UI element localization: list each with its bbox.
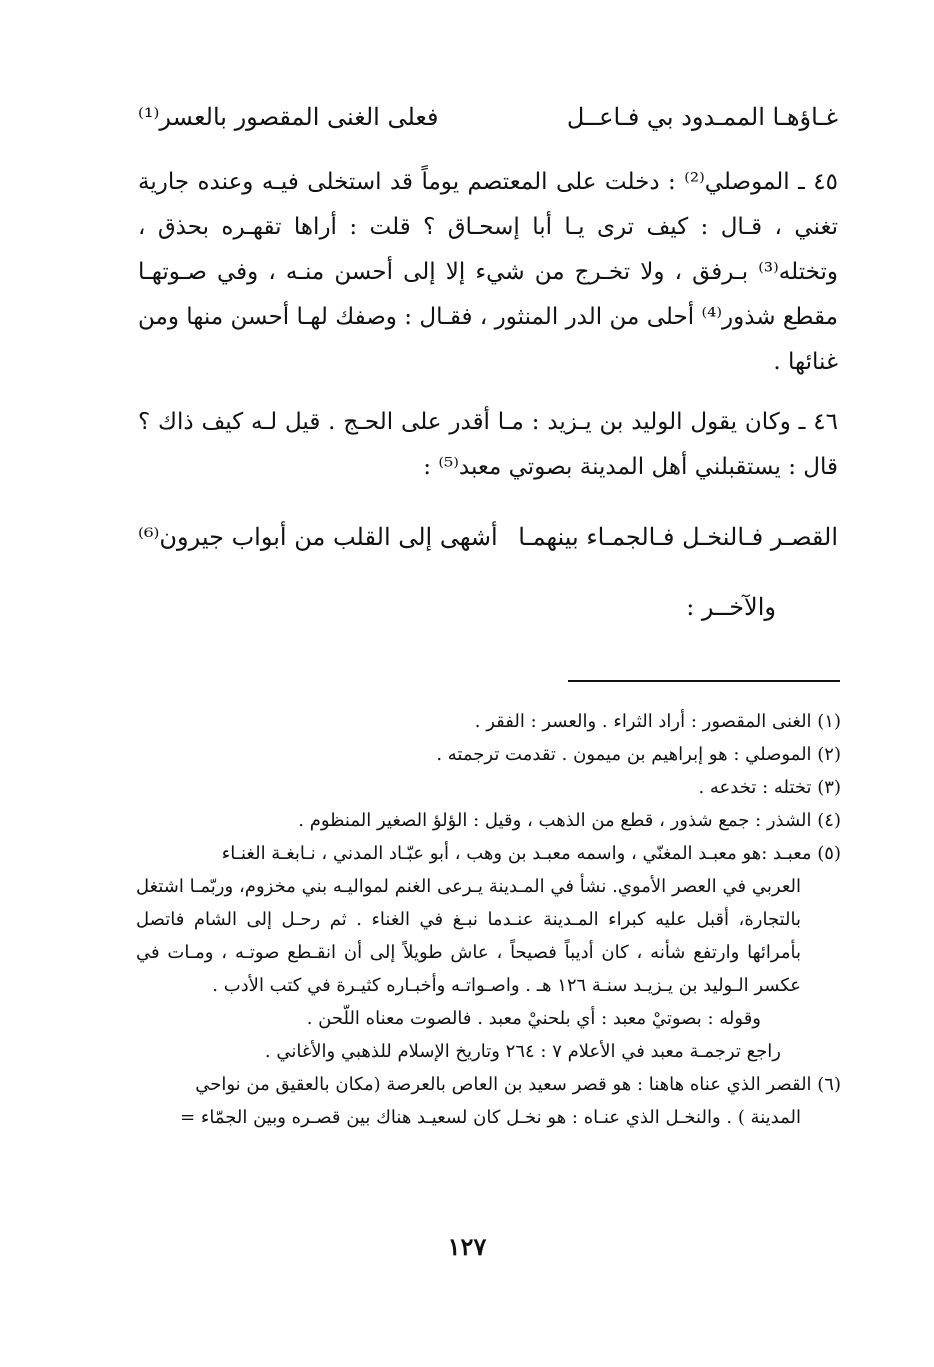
paragraph-45-text: ٤٥ ـ الموصلي⁽²⁾ : دخلت على المعتصم يوماً قد استخلى فيـه وعنده جارية تغني ، قـال : كيف ترى يـا أبا إسحـاق ؟ قلت : أراها تقهـره بحذق ، وتختله⁽³⁾ بـرفق ، ولا تخـرج من شيء إلا إلى أحسن منـه ، وفي صـوتهـا مقطع شذور⁽⁴⁾ أحلى من الدر المنثور ، فقـال : وصفك لهـا أحسن منها ومن غنائها . — [138, 169, 838, 375]
footnote-6-continuation: المدينة ) . والنخـل الذي عنـاه : هو نخـل كان لسعيـد هناك بين قصـره وبين الجمّاء = — [180, 1107, 801, 1128]
footnote-1: (١) الغنى المقصور : أراد الثراء . والعسر : الفقر . — [474, 711, 841, 732]
footnote-4: (٤) الشذر : جمع شذور ، قطع من الذهب ، وقيل : الؤلؤ الصغير المنظوم . — [298, 810, 841, 831]
footnote-2: (٢) الموصلي : هو إبراهيم بن ميمون . تقدمت ترجمته . — [436, 744, 841, 765]
paragraph-46-text: ٤٦ ـ وكان يقول الوليد بن يـزيد : مـا أقدر على الحـج . قيل لـه كيف ذاك ؟ قال : يستقبلني أهل المدينة بصوتي معبد⁽⁵⁾ : — [138, 409, 838, 480]
verse-hemistich-first: القصـر فـالنخـل فـالجمـاء بينهمـا — [518, 523, 838, 551]
paragraph-46 — [138, 400, 838, 490]
verse-hemistich-second: فعلى الغنى المقصور بالعسر⁽¹⁾ — [138, 103, 439, 131]
footnote-3: (٣) تختله : تخدعه . — [698, 777, 841, 798]
next-verse-intro: والآخــر : — [686, 593, 776, 621]
footnote-5: (٥) معبـد :هو معبـد المغنّي ، واسمه معبـد بن وهب ، أبو عبّـاد المدني ، نـابغـة الغنـاء — [221, 843, 841, 864]
paragraph-45 — [138, 160, 838, 385]
footnote-5-continuation: العربي في العصر الأموي. نشأ في المـدينة يـرعى الغنم لمواليـه بني مخزوم، وربّمـا اشتغل بالتجارة، أقبل عليه كبراء المـدينة عنـدما نبـغ في الغناء . ثم رحـل إلى الشام فاتصل بأمرائها وارتفع شأنه ، كان أديباً فصيحاً ، عاش طويلاً إلى أن انقـطع صوتـه ، ومـات في عكسر الـوليد بن يـزيـد سنـة ١٢٦ هـ . واصـواتـه وأخبـاره كثيـرة في كتب الأدب . — [136, 876, 801, 996]
verse-hemistich-second: أشهى إلى القلب من أبواب جيرون⁽⁶⁾ — [138, 523, 498, 551]
footnote-6: (٦) القصر الذي عناه هاهنا : هو قصر سعيد بن العاص بالعرصة (مكان بالعقيق من نواحي — [195, 1074, 841, 1095]
page-number: ١٢٧ — [447, 1232, 487, 1261]
footnote-5-quote: وقوله : بصوتيْ معبد : أي بلحنيْ معبد . فالصوت معناه اللّحن . — [306, 1008, 761, 1029]
verse-line-top — [138, 100, 838, 134]
footnotes — [136, 705, 841, 1134]
footnote-5-reference: راجع ترجمـة معبد في الأعلام ٧ : ٢٦٤ وتاريخ الإسلام للذهبي والأغاني . — [264, 1041, 781, 1062]
verse-hemistich-first: غـاؤهـا الممـدود بي فـاعــل — [566, 103, 838, 131]
footnote-divider — [568, 680, 840, 682]
verse-line-middle — [138, 520, 838, 554]
